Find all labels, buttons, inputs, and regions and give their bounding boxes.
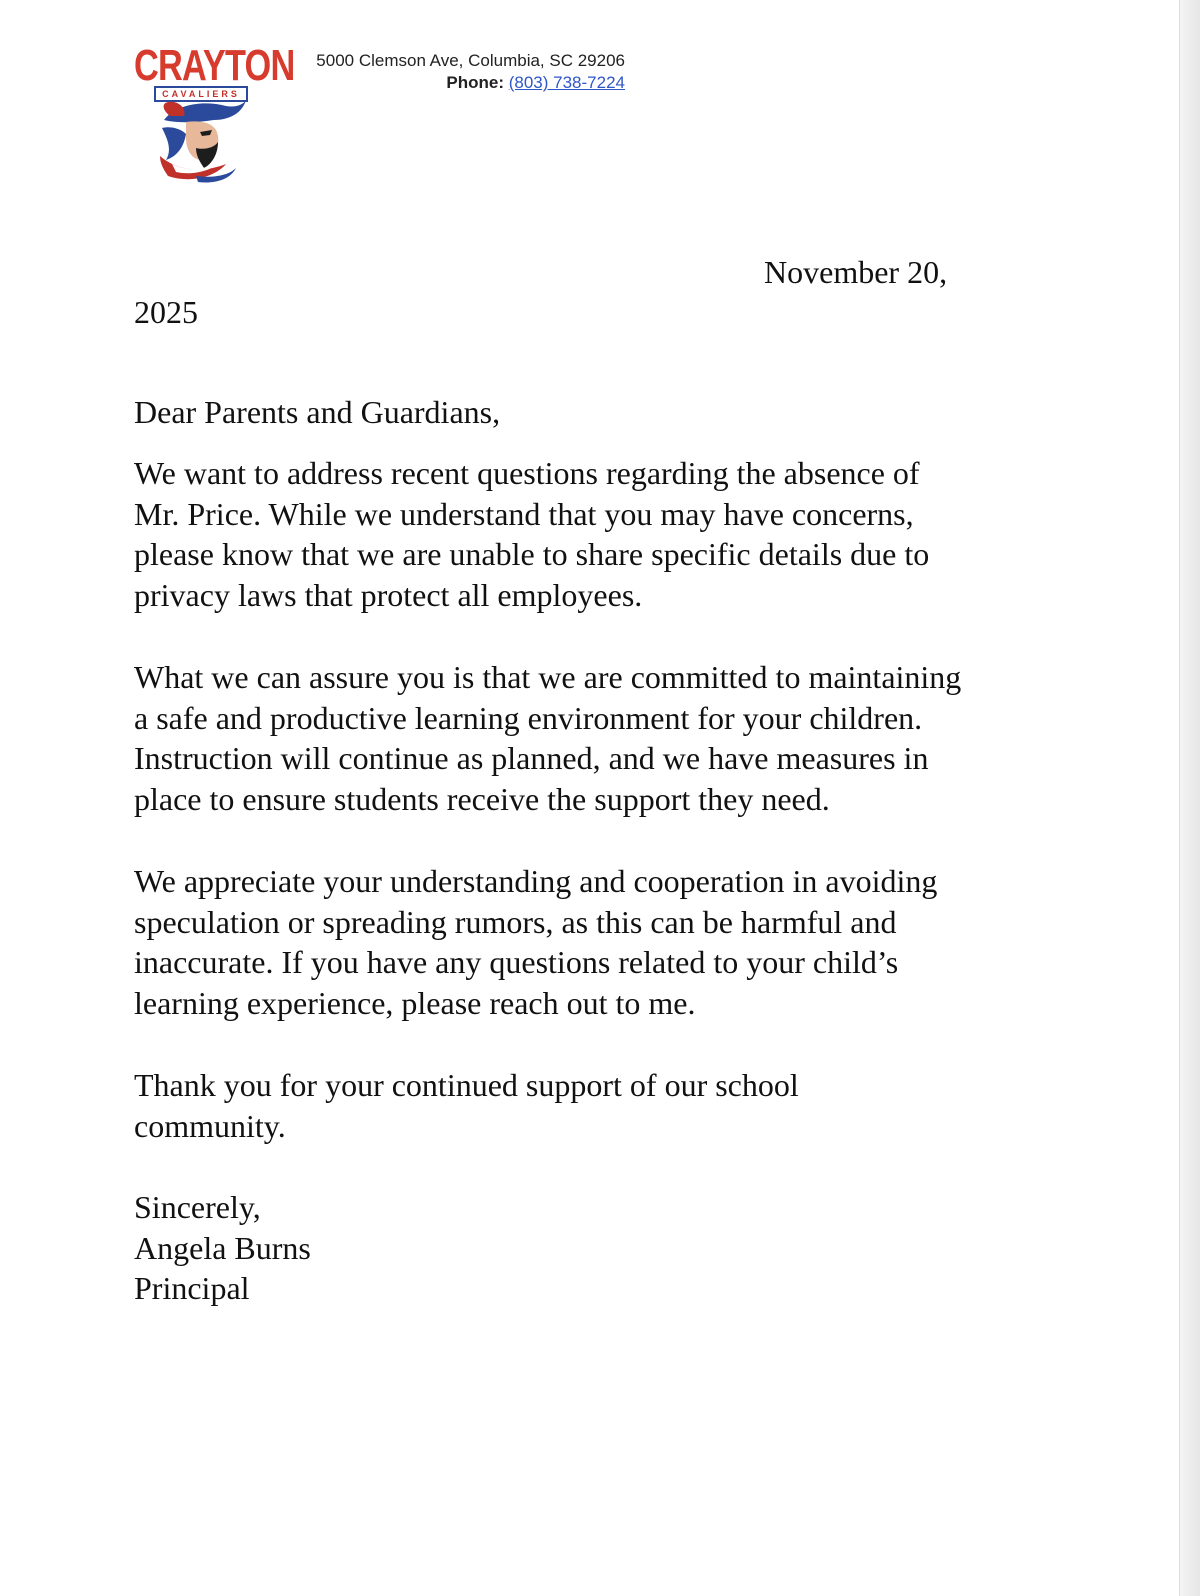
paragraph-line: inaccurate. If you have any questions related to your child’s <box>134 944 899 981</box>
page-edge <box>1179 0 1200 1596</box>
salutation: Dear Parents and Guardians, <box>134 394 501 430</box>
contact-block <box>271 50 625 94</box>
paragraph-line: Mr. Price. While we understand that you may have concerns, <box>134 495 914 532</box>
paragraph-line: please know that we are unable to share specific details due to <box>134 536 930 573</box>
signature-block <box>134 1187 311 1309</box>
letter-date-year: 2025 <box>134 294 198 330</box>
paragraph-line: What we can assure you is that we are committed to maintaining <box>134 659 962 695</box>
school-logo <box>134 41 295 184</box>
paragraph-rumors <box>134 861 1074 1024</box>
paragraph-assurance <box>134 657 1074 820</box>
paragraph-line: We want to address recent questions regarding the absence of <box>134 455 920 491</box>
paragraph-line: speculation or spreading rumors, as this can be harmful and <box>134 903 897 940</box>
signer-name: Angela Burns <box>134 1229 311 1266</box>
logo-subtitle: CAVALIERS <box>154 86 248 102</box>
cavalier-mascot-icon <box>156 98 246 184</box>
logo-wordmark: CRAYTON <box>134 41 295 90</box>
signer-title: Principal <box>134 1270 250 1307</box>
paragraph-line: privacy laws that protect all employees. <box>134 577 643 614</box>
paragraph-line: a safe and productive learning environment for your children. <box>134 699 923 736</box>
closing-text: Sincerely, <box>134 1189 261 1225</box>
paragraph-privacy <box>134 453 1074 616</box>
letter-date: November 20, <box>764 254 948 290</box>
phone-link[interactable]: (803) 738-7224 <box>508 73 625 92</box>
phone-line <box>271 72 625 94</box>
paragraph-line: Thank you for your continued support of our school <box>134 1067 799 1103</box>
phone-label: Phone: <box>446 73 504 92</box>
paragraph-line: Instruction will continue as planned, and we have measures in <box>134 740 929 777</box>
paragraph-line: community. <box>134 1107 286 1144</box>
paragraph-thanks <box>134 1065 1074 1146</box>
paragraph-line: place to ensure students receive the support they need. <box>134 781 830 818</box>
school-address: 5000 Clemson Ave, Columbia, SC 29206 <box>316 51 625 70</box>
paragraph-line: learning experience, please reach out to me. <box>134 985 696 1022</box>
paragraph-line: We appreciate your understanding and cooperation in avoiding <box>134 863 938 899</box>
